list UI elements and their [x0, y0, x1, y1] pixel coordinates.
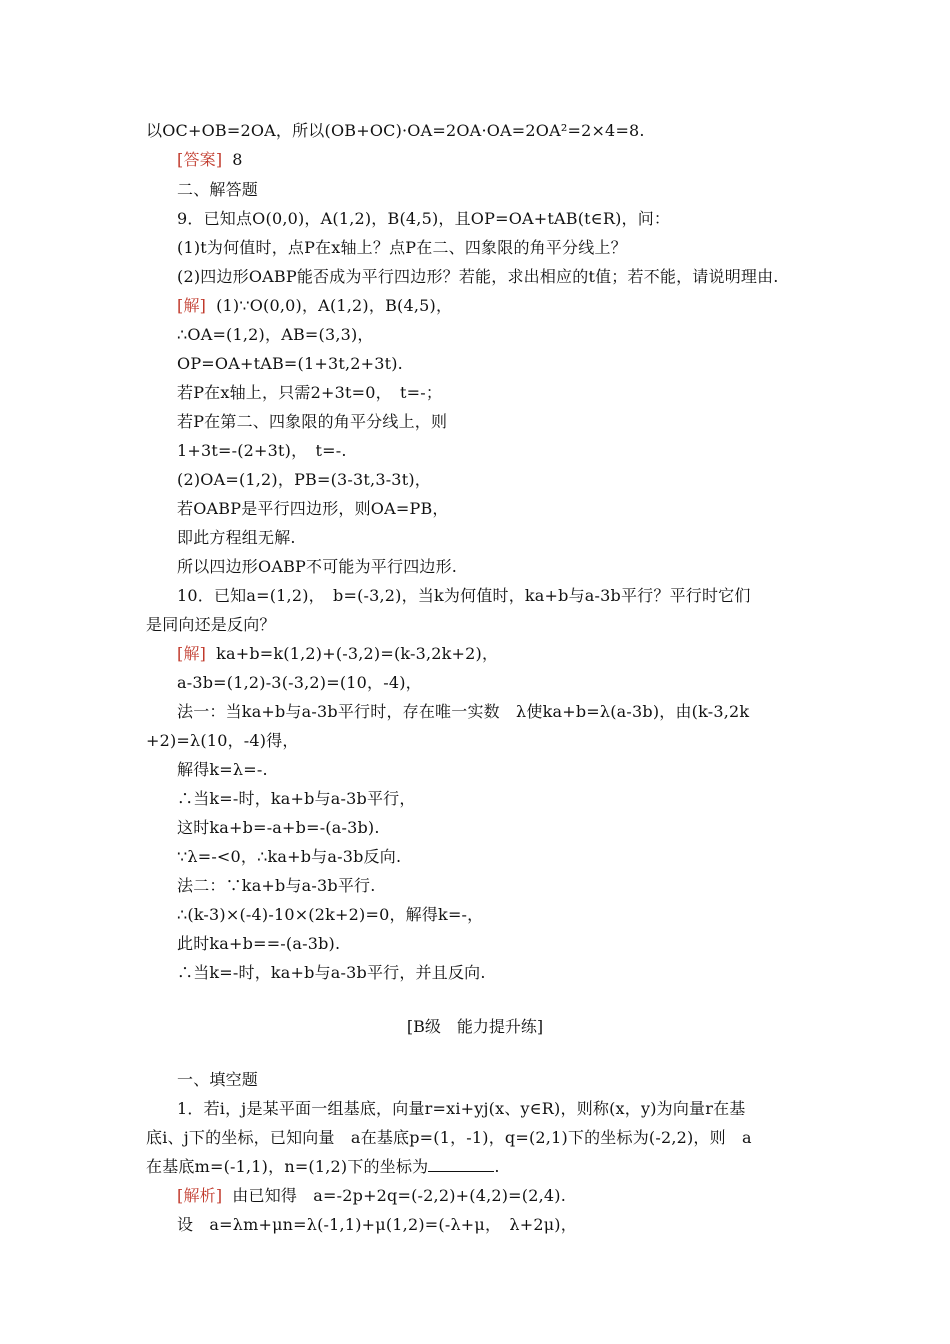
- text-line: 法一：当ka+b与a-3b平行时，存在唯一实数 λ使ka+b=λ(a-3b)，由(k-3,2k: [177, 702, 750, 721]
- text-line: (2)OA=(1,2)，PB=(3-3t,3-3t)，: [177, 470, 431, 489]
- solution-text: (1)∵O(0,0)，A(1,2)，B(4,5)，: [216, 296, 453, 315]
- text-line: 法二：∵ka+b与a-3b平行.: [177, 876, 376, 895]
- text-line: 此时ka+b==-(a-3b).: [177, 934, 341, 953]
- question-9: 9．已知点O(0,0)，A(1,2)，B(4,5)，且OP=OA+tAB(t∈R)，问：: [177, 209, 671, 228]
- answer-value: 8: [232, 150, 243, 169]
- text-line: 所以四边形OABP不可能为平行四边形.: [177, 557, 458, 576]
- text-line: a-3b=(1,2)-3(-3,2)=(10，-4)，: [177, 673, 422, 692]
- question-b1: 1．若i，j是某平面一组基底，向量r=xi+yj(x、y∈R)，则称(x，y)为向量r在基: [177, 1099, 746, 1118]
- answer-line: [177, 150, 243, 170]
- solution-line: [177, 296, 452, 316]
- text-line: ∴OA=(1,2)，AB=(3,3)，: [177, 325, 374, 344]
- section-heading: 一、填空题: [177, 1070, 259, 1089]
- text-line: 若P在第二、四象限的角平分线上，则: [177, 412, 448, 431]
- solution-line: [177, 644, 498, 664]
- analysis-tag: [解析]: [177, 1186, 223, 1205]
- text-line: 设 a=λm+μn=λ(-1,1)+μ(1,2)=(-λ+μ， λ+2μ)，: [177, 1215, 577, 1234]
- question-text-end: .: [494, 1157, 500, 1176]
- solution-tag: [解]: [177, 644, 207, 663]
- answer-tag: [答案]: [177, 150, 223, 169]
- solution-text: ka+b=k(1,2)+(-3,2)=(k-3,2k+2)，: [216, 644, 499, 663]
- question-b1-cont: 底i、j下的坐标，已知向量 a在基底p=(1，-1)，q=(2,1)下的坐标为(-2,2)，则 a: [146, 1128, 752, 1147]
- answer-blank: [428, 1157, 494, 1172]
- solution-tag: [解]: [177, 296, 207, 315]
- analysis-line: [177, 1186, 566, 1206]
- text-line: 以OC+OB=2OA，所以(OB+OC)·OA=2OA·OA=2OA²=2×4=8.: [146, 121, 645, 140]
- text-line: ∵λ=-<0，∴ka+b与a-3b反向.: [177, 847, 402, 866]
- text-line: 解得k=λ=-.: [177, 760, 268, 779]
- text-line: OP=OA+tAB=(1+3t,2+3t).: [177, 354, 403, 373]
- section-heading: 二、解答题: [177, 180, 259, 199]
- question-10: 10．已知a=(1,2)， b=(-3,2)，当k为何值时，ka+b与a-3b平行？平行时它们: [177, 586, 751, 605]
- question-9-part-2: (2)四边形OABP能否成为平行四边形？若能，求出相应的t值；若不能，请说明理由.: [177, 267, 779, 286]
- question-text: 在基底m=(-1,1)，n=(1,2)下的坐标为: [146, 1157, 429, 1176]
- text-line: 1+3t=-(2+3t)， t=-.: [177, 441, 347, 460]
- text-line: ∴当k=-时，ka+b与a-3b平行，并且反向.: [177, 963, 486, 982]
- question-10-cont: 是同向还是反向？: [146, 615, 276, 634]
- question-b1-cont: [146, 1157, 500, 1177]
- text-line: 若OABP是平行四边形，则OA=PB，: [177, 499, 449, 518]
- analysis-text: 由已知得 a=-2p+2q=(-2,2)+(4,2)=(2,4).: [232, 1186, 566, 1205]
- text-line: ∴当k=-时，ka+b与a-3b平行，: [177, 789, 416, 808]
- question-9-part-1: (1)t为何值时，点P在x轴上？点P在二、四象限的角平分线上？: [177, 238, 627, 257]
- text-line: 即此方程组无解.: [177, 528, 296, 547]
- text-line: +2)=λ(10，-4)得，: [146, 731, 299, 750]
- text-line: 这时ka+b=-a+b=-(a-3b).: [177, 818, 380, 837]
- text-line: 若P在x轴上，只需2+3t=0， t=-；: [177, 383, 443, 402]
- section-b-heading: [B级 能力提升练]: [406, 1017, 544, 1036]
- text-line: ∴(k-3)×(-4)-10×(2k+2)=0，解得k=-，: [177, 905, 484, 924]
